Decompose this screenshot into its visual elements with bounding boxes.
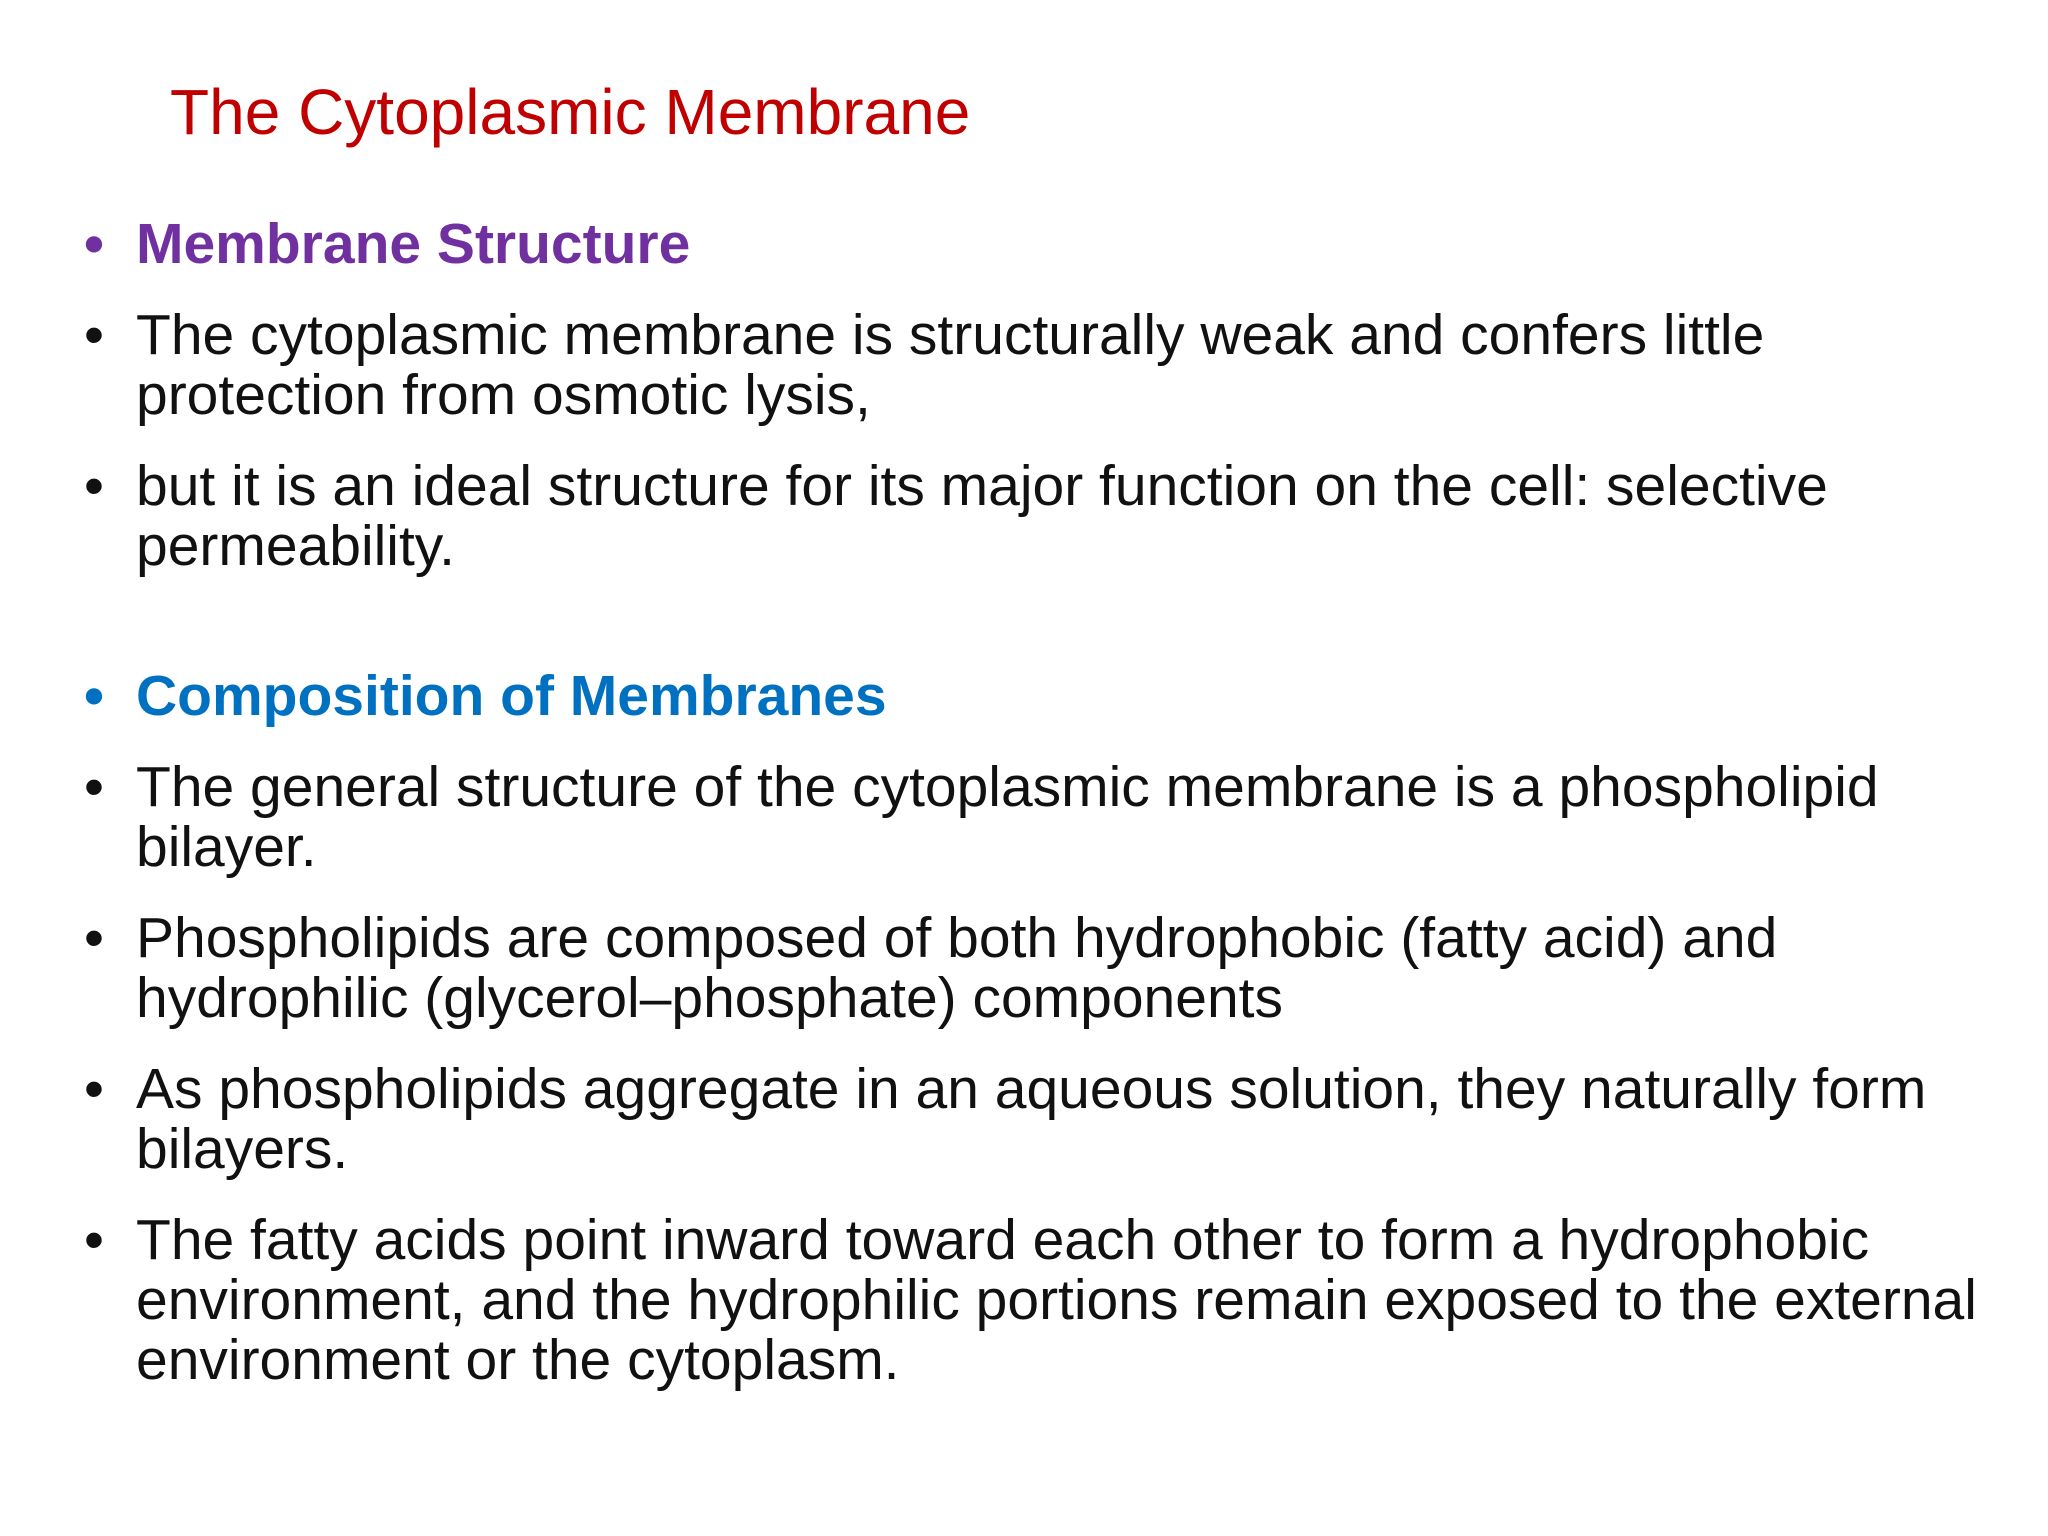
bullet-item — [84, 305, 2004, 425]
bullet-item — [84, 1059, 2004, 1179]
bullet-dot: • — [84, 755, 104, 819]
bullet-dot: • — [84, 1057, 104, 1121]
bullet-item — [84, 908, 2004, 1028]
bullet-dot: • — [84, 454, 104, 518]
section-heading-text: Composition of Membranes — [136, 664, 887, 728]
bullet-dot: • — [84, 906, 104, 970]
slide-title: The Cytoplasmic Membrane — [170, 76, 971, 148]
bullet-item — [84, 456, 2004, 576]
bullet-dot: • — [84, 303, 104, 367]
bullet-dot: • — [84, 664, 104, 728]
bullet-item — [84, 757, 2004, 877]
bullet-text: Phospholipids are composed of both hydrophobic (fatty acid) and hydrophilic (glycerol–phosphate) components — [136, 906, 1778, 1030]
bullet-text: but it is an ideal structure for its major function on the cell: selective permeability. — [136, 454, 1828, 578]
section-heading-membrane-structure — [84, 214, 2004, 274]
bullet-dot: • — [84, 1208, 104, 1272]
bullet-item — [84, 1210, 2004, 1390]
bullet-text: The general structure of the cytoplasmic membrane is a phospholipid bilayer. — [136, 755, 1879, 879]
section-heading-text: Membrane Structure — [136, 212, 691, 276]
section-heading-composition-of-membranes — [84, 666, 2004, 726]
bullet-text: The fatty acids point inward toward each other to form a hydrophobic environment, and the hydrophilic portions remain exposed to the external environment or the cytoplasm. — [136, 1208, 1977, 1392]
bullet-text: The cytoplasmic membrane is structurally weak and confers little protection from osmotic lysis, — [136, 303, 1765, 427]
bullet-list — [84, 214, 2004, 1421]
bullet-dot: • — [84, 212, 104, 276]
bullet-text: As phospholipids aggregate in an aqueous solution, they naturally form bilayers. — [136, 1057, 1927, 1181]
